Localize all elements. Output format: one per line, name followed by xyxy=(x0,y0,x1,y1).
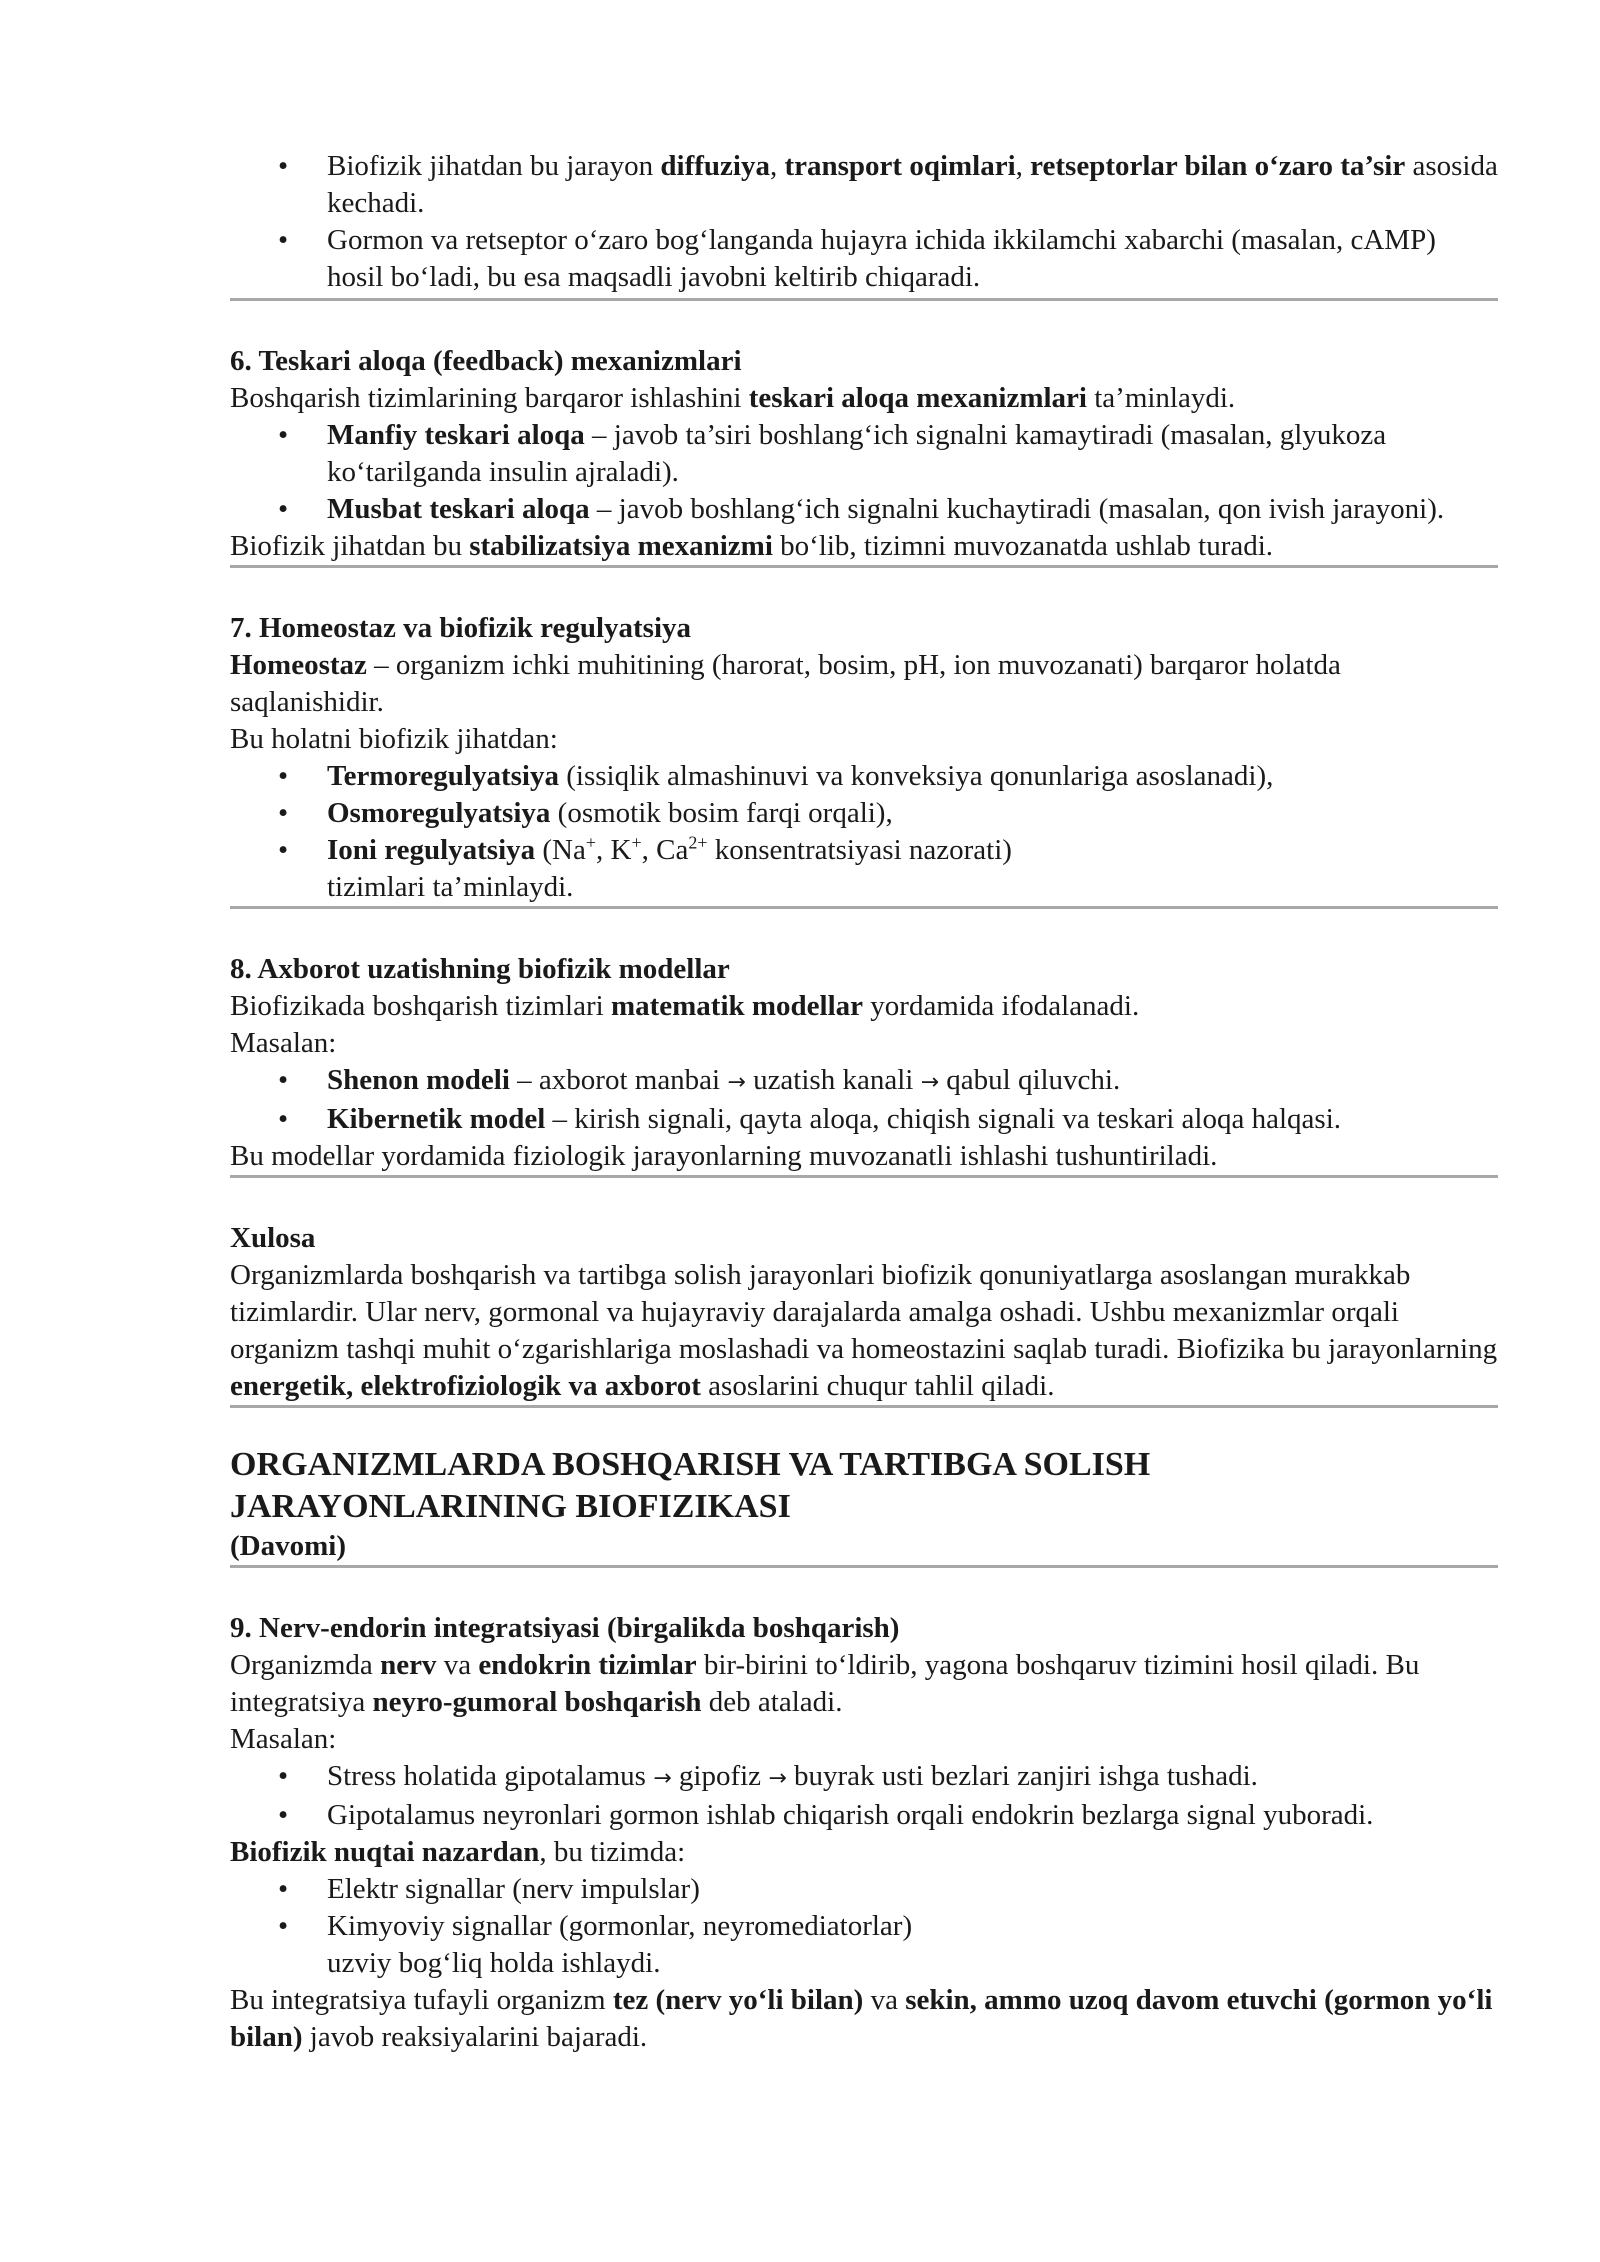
list-item: • Termoregulyatsiya (issiqlik almashinuvi va konveksiya qonunlariga asoslanadi), xyxy=(230,758,1498,795)
list-item: • Musbat teskari aloqa – javob boshlang‘ich signalni kuchaytiradi (masalan, qon ivish jarayoni). xyxy=(230,491,1498,528)
section-heading-8: 8. Axborot uzatishning biofizik modellar xyxy=(230,953,730,985)
list-item: • Gipotalamus neyronlari gormon ishlab chiqarish orqali endokrin bezlarga signal yuboradi. xyxy=(230,1797,1498,1834)
page-title xyxy=(230,1444,1498,1565)
arrow-right-icon: → xyxy=(768,1766,787,1791)
arrow-right-icon: → xyxy=(653,1766,672,1791)
bullet-list xyxy=(230,1871,1498,1982)
paragraph: Bu integratsiya tufayli organizm tez (nerv yo‘li bilan) va sekin, ammo uzoq davom etuvchi (gormon yo‘li bilan) javob reaksiyalarini bajaradi. xyxy=(230,1984,1493,2053)
paragraph: Biofizikada boshqarish tizimlari matematik modellar yordamida ifodalanadi. xyxy=(230,990,1140,1022)
title-line: JARAYONLARINING BIOFIZIKASI xyxy=(230,1488,791,1525)
intro-bullet-list xyxy=(230,148,1498,296)
arrow-right-icon: → xyxy=(727,1070,746,1095)
section-heading-7: 7. Homeostaz va biofizik regulyatsiya xyxy=(230,612,692,644)
list-item: • Manfiy teskari aloqa – javob ta’siri boshlang‘ich signalni kamaytiradi (masalan, glyukoza ko‘tarilganda insulin ajraladi). xyxy=(230,417,1498,491)
section-divider xyxy=(230,565,1498,568)
document-page xyxy=(230,148,1498,2056)
list-item: • Elektr signallar (nerv impulslar) xyxy=(230,1871,1498,1908)
section-divider xyxy=(230,298,1498,301)
paragraph: Organizmda nerv va endokrin tizimlar bir-birini to‘ldirib, yagona boshqaruv tizimini hosil qiladi. Bu integratsiya neyro-gumoral boshqarish deb ataladi. xyxy=(230,1649,1420,1718)
paragraph: Biofizik nuqtai nazardan, bu tizimda: xyxy=(230,1836,686,1868)
list-item: • Osmoregulyatsiya (osmotik bosim farqi orqali), xyxy=(230,795,1498,832)
list-item: • Ioni regulyatsiya (Na+, K+, $Ca^{2+}$ konsentratsiyasi nazorati) xyxy=(230,832,1498,869)
list-item: • Biofizik jihatdan bu jarayon diffuziya, transport oqimlari, retseptorlar bilan o‘zaro ta’sir asosida kechadi. xyxy=(230,148,1498,222)
title-line: ORGANIZMLARDA BOSHQARISH VA TARTIBGA SOLISH xyxy=(230,1446,1151,1483)
section-divider xyxy=(230,906,1498,909)
list-item: • Kibernetik model – kirish signali, qayta aloqa, chiqish signali va teskari aloqa halqasi. xyxy=(230,1101,1498,1138)
section-heading-xulosa: Xulosa xyxy=(230,1222,316,1254)
bullet-list xyxy=(230,1758,1498,1834)
list-continuation: tizimlari ta’minlaydi. xyxy=(327,871,574,903)
list-item: • Gormon va retseptor o‘zaro bog‘langanda hujayra ichida ikkilamchi xabarchi (masalan, cAMP) hosil bo‘ladi, bu esa maqsadli javobni keltirib chiqaradi. xyxy=(230,222,1498,296)
paragraph: Boshqarish tizimlarining barqaror ishlashini teskari aloqa mexanizmlari ta’minlaydi. xyxy=(230,382,1236,414)
section-heading-6: 6. Teskari aloqa (feedback) mexanizmlari xyxy=(230,345,742,377)
list-continuation: uzviy bog‘liq holda ishlaydi. xyxy=(327,1947,661,1979)
arrow-right-icon: → xyxy=(920,1070,940,1095)
list-item: • Kimyoviy signallar (gormonlar, neyromediatorlar) xyxy=(230,1908,1498,1945)
section-divider xyxy=(230,1175,1498,1178)
bullet-list xyxy=(230,417,1498,528)
paragraph: Biofizik jihatdan bu stabilizatsiya mexanizmi bo‘lib, tizimni muvozanatda ushlab turadi. xyxy=(230,530,1274,562)
paragraph: Bu modellar yordamida fiziologik jarayonlarning muvozanatli ishlashi tushuntiriladi. xyxy=(230,1140,1218,1172)
list-item: • Stress holatida gipotalamus → gipofiz → buyrak usti bezlari zanjiri ishga tushadi. xyxy=(230,1758,1498,1797)
paragraph: Organizmlarda boshqarish va tartibga solish jarayonlari biofizik qonuniyatlarga asoslangan murakkab tizimlardir. Ular nerv, gormonal va hujayraviy darajalarda amalga oshadi. Ushbu mexanizmlar orqali organizm tashqi muhit o‘zgarishlariga moslashadi va homeostazini saqlab turadi. Biofizika bu jarayonlarning energetik, elektrofiziologik va axborot asoslarini chuqur tahlil qiladi. xyxy=(230,1259,1498,1402)
title-subtitle: (Davomi) xyxy=(230,1530,346,1562)
paragraph: Bu holatni biofizik jihatdan: xyxy=(230,723,558,755)
section-divider xyxy=(230,1565,1498,1568)
bullet-list xyxy=(230,1062,1498,1138)
paragraph: Masalan: xyxy=(230,1027,337,1059)
paragraph: Masalan: xyxy=(230,1723,337,1755)
list-item: • Shenon modeli – axborot manbai → uzatish kanali → qabul qiluvchi. xyxy=(230,1062,1498,1101)
section-divider xyxy=(230,1405,1498,1408)
bullet-list xyxy=(230,758,1498,906)
section-heading-9: 9. Nerv-endorin integratsiyasi (birgalikda boshqarish) xyxy=(230,1612,900,1644)
paragraph: Homeostaz – organizm ichki muhitining (harorat, bosim, pH, ion muvozanati) barqaror holatda saqlanishidir. xyxy=(230,649,1341,718)
